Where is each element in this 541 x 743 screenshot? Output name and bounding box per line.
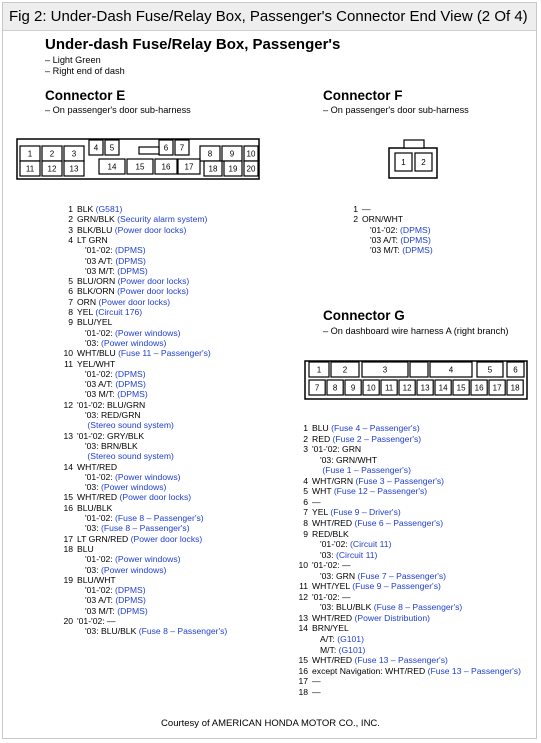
pin-label: 5 xyxy=(109,143,115,153)
circuit-reference: (Fuse 2 – Passenger's) xyxy=(332,433,422,444)
pin-number: 17 xyxy=(298,676,308,687)
circuit-reference: (DPMS) xyxy=(115,245,146,256)
pin-number: 19 xyxy=(63,574,73,585)
pin-row xyxy=(45,523,190,533)
pin-label: 9 xyxy=(350,383,356,393)
circuit-reference: (Fuse 9 – Driver's) xyxy=(330,507,401,518)
pin-label: 17 xyxy=(184,162,194,172)
wire-color: WHT/RED xyxy=(77,461,118,472)
circuit-reference: (Power Distribution) xyxy=(354,612,430,623)
pin-number: 15 xyxy=(298,655,308,666)
wire-color: '01-'02: xyxy=(85,245,113,256)
circuit-reference: (DPMS) xyxy=(115,255,146,266)
connector-g-diagram xyxy=(302,358,532,408)
pin-row xyxy=(45,245,146,255)
pin-number: 6 xyxy=(68,286,73,297)
pin-label: 17 xyxy=(492,383,502,393)
pin-number: 12 xyxy=(298,591,308,602)
pin-row xyxy=(45,256,146,266)
pin-row xyxy=(45,286,189,296)
pin-label: 13 xyxy=(420,383,430,393)
wire-color: BLU/YEL xyxy=(77,317,113,328)
wire-color: '01-'02: xyxy=(85,327,113,338)
circuit-reference: (Fuse 8 – Passenger's) xyxy=(373,602,463,613)
pin-row xyxy=(280,634,364,644)
pin-number: 1 xyxy=(353,204,358,214)
connector-f-latch xyxy=(404,140,424,148)
pin-row xyxy=(45,266,148,276)
pin-label: 12 xyxy=(47,164,57,174)
pin-number: 5 xyxy=(303,486,308,497)
pin-label: 3 xyxy=(382,365,388,375)
pin-row xyxy=(45,276,189,286)
pin-label: 1 xyxy=(401,158,406,167)
wire-color: BLU xyxy=(77,543,94,554)
circuit-reference: (DPMS) xyxy=(402,245,433,256)
pin-row xyxy=(330,225,431,235)
wire-color: RED xyxy=(312,433,331,444)
pin-label: 10 xyxy=(246,149,256,159)
pin-label: 14 xyxy=(107,162,117,172)
wire-color: '03 A/T: xyxy=(85,255,113,266)
pin-row xyxy=(45,235,108,245)
pin-row xyxy=(280,444,361,454)
circuit-reference: (Power windows) xyxy=(115,327,181,338)
circuit-reference: (Fuse 9 – Passenger's) xyxy=(352,581,441,592)
pin-row xyxy=(45,317,112,327)
pin-number: 3 xyxy=(303,444,308,455)
pin-row xyxy=(280,666,521,676)
pin-row xyxy=(45,482,166,492)
circuit-reference: (Fuse 7 – Passenger's) xyxy=(357,570,447,581)
pin-label: 1 xyxy=(316,365,322,375)
wire-color: YEL xyxy=(312,507,328,518)
pin-number: 6 xyxy=(303,496,308,507)
circuit-reference: (G101) xyxy=(338,644,366,655)
circuit-reference: (Power windows) xyxy=(100,564,167,575)
pin-row xyxy=(330,214,403,224)
pin-row xyxy=(45,595,146,605)
pin-row xyxy=(45,554,180,564)
pin-row xyxy=(330,235,431,245)
pin-label: 20 xyxy=(246,164,256,174)
wire-color: WHT/BLU xyxy=(77,348,116,359)
pin-row xyxy=(280,539,391,549)
pin-row xyxy=(280,613,430,623)
circuit-reference: (Power door locks) xyxy=(117,276,190,287)
wire-color: WHT/RED xyxy=(312,612,353,623)
pin-row xyxy=(45,441,138,451)
pin-label: 4 xyxy=(448,365,454,375)
pin-number: 8 xyxy=(303,517,308,528)
circuit-reference: (DPMS) xyxy=(115,595,146,606)
pin-row xyxy=(280,687,321,697)
pin-number: 17 xyxy=(63,533,73,544)
pin-label: 16 xyxy=(474,383,484,393)
wire-color: '01-'02: GRY/BLK xyxy=(77,430,145,441)
wire-color: '01-'02: — xyxy=(312,591,351,602)
pin-label: 12 xyxy=(402,383,412,393)
circuit-reference: (DPMS) xyxy=(117,389,148,400)
pin-row xyxy=(45,379,146,389)
pin-row xyxy=(280,592,351,602)
pin-row xyxy=(45,513,204,523)
pin-row xyxy=(280,434,421,444)
pin-row xyxy=(45,307,142,317)
wire-color: BLU/ORN xyxy=(77,276,116,287)
pin-row xyxy=(45,348,211,358)
connector-e-diagram xyxy=(14,135,264,185)
wire-color: '03 M/T: xyxy=(85,265,115,276)
wire-color: '01-'02: xyxy=(320,539,348,550)
pin-row xyxy=(280,560,351,570)
wire-color: BLK xyxy=(77,204,94,214)
pin-row xyxy=(280,476,444,486)
circuit-reference: (DPMS) xyxy=(117,605,148,616)
wire-color: BLU/WHT xyxy=(77,574,116,585)
circuit-reference: (Circuit 11) xyxy=(350,539,392,550)
pin-label: 6 xyxy=(163,143,169,153)
pin-row xyxy=(280,486,427,496)
circuit-reference: (Fuse 3 – Passenger's) xyxy=(355,475,445,486)
pin-row xyxy=(280,581,441,591)
pin-label: 8 xyxy=(207,149,213,159)
circuit-reference: (Power windows) xyxy=(115,554,181,565)
pin-number: 10 xyxy=(298,560,308,571)
pin-row xyxy=(280,497,321,507)
note-location: – Right end of dash xyxy=(45,66,125,76)
pin-row xyxy=(45,431,144,441)
wire-color: WHT/YEL xyxy=(312,581,350,592)
pin-row xyxy=(45,565,166,575)
pin-label: 11 xyxy=(384,383,394,393)
pin-row xyxy=(45,214,207,224)
pin-row xyxy=(280,455,377,465)
wire-color: '03 M/T: xyxy=(370,245,400,256)
circuit-reference: (Power door locks) xyxy=(114,224,187,235)
wire-color: GRN/BLK xyxy=(77,214,115,225)
circuit-reference: (Fuse 6 – Passenger's) xyxy=(354,517,444,528)
pin-label: 14 xyxy=(438,383,448,393)
pin-row xyxy=(45,359,115,369)
circuit-reference: (DPMS) xyxy=(400,224,431,235)
wire-color: '03: xyxy=(85,564,99,575)
pin-number: 2 xyxy=(68,214,73,225)
pin-number: 12 xyxy=(63,399,73,410)
pin-number: 8 xyxy=(68,307,73,317)
pin-label: 9 xyxy=(229,149,235,159)
pin-row xyxy=(45,410,141,420)
circuit-reference: (Fuse 1 – Passenger's) xyxy=(322,465,411,476)
pin-number: 9 xyxy=(303,528,308,539)
pin-label: 2 xyxy=(49,149,55,159)
circuit-reference: (Circuit 176) xyxy=(95,307,143,317)
pin-label: 2 xyxy=(342,365,348,375)
pin-row xyxy=(45,472,180,482)
pin-label: 7 xyxy=(179,143,185,153)
wire-color: '01-'02: — xyxy=(312,560,351,571)
pin-row xyxy=(45,626,227,636)
pin-number: 15 xyxy=(63,492,73,503)
connector-e-title: Connector E xyxy=(45,88,126,103)
pin-label: 15 xyxy=(135,162,145,172)
pin-label: 18 xyxy=(208,164,218,174)
pin-number: 5 xyxy=(68,276,73,287)
pin-row xyxy=(280,465,411,475)
pin-label: 16 xyxy=(161,162,171,172)
pin-row xyxy=(280,602,462,612)
wire-color: '03: xyxy=(85,523,99,534)
pin-row xyxy=(45,616,116,626)
pin-number: 2 xyxy=(303,433,308,444)
connector-f-title: Connector F xyxy=(323,88,403,103)
connector-e-key xyxy=(139,147,159,154)
circuit-reference: (Circuit 11) xyxy=(335,549,378,560)
pin-label: 10 xyxy=(366,383,376,393)
wire-color: ORN xyxy=(77,296,97,307)
pin-number: 11 xyxy=(64,358,73,369)
pin-label: 15 xyxy=(456,383,466,393)
pin-row xyxy=(280,645,365,655)
pin-row xyxy=(280,550,377,560)
pin-number: 7 xyxy=(68,296,73,307)
circuit-reference: (G581) xyxy=(95,204,123,214)
pin-row xyxy=(280,655,448,665)
pin-row xyxy=(330,204,371,214)
circuit-reference: (Fuse 4 – Passenger's) xyxy=(331,423,420,433)
wire-color: BLK/ORN xyxy=(77,286,115,297)
pin-row xyxy=(45,544,94,554)
circuit-reference: (G101) xyxy=(337,634,364,644)
pin-label: 3 xyxy=(71,149,77,159)
pin-number: 7 xyxy=(303,507,308,518)
pin-label: 8 xyxy=(332,383,338,393)
pin-row xyxy=(45,328,180,338)
courtesy-note: Courtesy of AMERICAN HONDA MOTOR CO., INC. xyxy=(161,718,380,729)
main-title: Under-dash Fuse/Relay Box, Passenger's xyxy=(45,36,341,53)
pin-row xyxy=(45,503,112,513)
wire-color: — xyxy=(312,496,321,507)
pin-row xyxy=(45,420,174,430)
wire-color: '03 M/T: xyxy=(85,389,115,400)
pin-row xyxy=(45,575,116,585)
pin-label: 18 xyxy=(510,383,520,393)
connector-e-subtitle: – On passenger's door sub-harness xyxy=(45,105,191,115)
circuit-reference: (Fuse 13 – Passenger's) xyxy=(427,665,521,676)
wire-color: '01-'02: GRN xyxy=(312,444,362,455)
pin-row xyxy=(45,338,166,348)
wire-color: BLU xyxy=(312,423,329,433)
pin-number: 14 xyxy=(63,461,73,472)
wire-color: — xyxy=(312,686,321,697)
circuit-reference: (DPMS) xyxy=(400,234,431,245)
circuit-reference: (Stereo sound system) xyxy=(87,451,174,462)
pin-number: 4 xyxy=(68,234,73,245)
circuit-reference: (DPMS) xyxy=(115,585,146,596)
connector-g-subtitle: – On dashboard wire harness A (right branch) xyxy=(323,326,509,336)
wire-color: YEL xyxy=(77,307,93,317)
pin-label: 7 xyxy=(314,383,320,393)
wire-color: '03: xyxy=(85,337,99,348)
pin-row xyxy=(280,507,401,517)
pin-label: 19 xyxy=(228,164,238,174)
pin-row xyxy=(45,585,146,595)
wire-color: WHT xyxy=(312,486,332,497)
wire-color: '03 A/T: xyxy=(85,595,113,606)
wire-color: BLK/BLU xyxy=(77,224,113,235)
pin-number: 1 xyxy=(68,204,73,214)
pin-row xyxy=(280,676,321,686)
circuit-reference: (Fuse 8 – Passenger's) xyxy=(138,626,228,637)
pin-row xyxy=(45,534,202,544)
pin-number: 16 xyxy=(298,665,308,676)
wire-color: '03: xyxy=(85,482,99,493)
connector-f-diagram xyxy=(385,135,445,185)
wire-color: '03: GRN xyxy=(320,570,356,581)
wire-color: '01-'02: BLU/GRN xyxy=(77,399,146,410)
circuit-reference: (DPMS) xyxy=(115,368,146,379)
pin-number: 14 xyxy=(298,623,308,634)
pin-number: 10 xyxy=(63,348,73,359)
wire-color: '03 A/T: xyxy=(370,234,398,245)
wire-color: '01-'02: xyxy=(85,554,113,565)
wire-color: LT GRN xyxy=(77,234,108,245)
wire-color: '01-'02: — xyxy=(77,616,116,626)
circuit-reference: (Power door locks) xyxy=(98,296,171,307)
circuit-reference: (DPMS) xyxy=(117,265,148,276)
wire-color: M/T: xyxy=(320,644,337,655)
pin-label: 5 xyxy=(487,365,493,375)
circuit-reference: (Security alarm system) xyxy=(117,214,208,225)
wire-color: '03: GRN/WHT xyxy=(320,454,378,465)
circuit-reference: (Power windows) xyxy=(115,471,181,482)
pin-row xyxy=(45,451,174,461)
wire-color: '03: BLU/BLK xyxy=(85,626,137,637)
wire-color: LT GRN/RED xyxy=(77,533,129,544)
pin-row xyxy=(45,400,145,410)
wire-color: — xyxy=(362,204,371,214)
wire-color: BLU/BLK xyxy=(77,502,113,513)
circuit-reference: (Fuse 8 – Passenger's) xyxy=(100,523,190,534)
pin-row xyxy=(45,225,186,235)
circuit-reference: (DPMS) xyxy=(115,379,146,390)
figure-title: Fig 2: Under-Dash Fuse/Relay Box, Passenger's Connector End View (2 Of 4) xyxy=(3,3,536,31)
pin-number: 11 xyxy=(299,581,308,592)
circuit-reference: (Power door locks) xyxy=(117,286,189,297)
wire-color: WHT/RED xyxy=(312,655,353,666)
circuit-reference: (Fuse 13 – Passenger's) xyxy=(354,655,448,666)
connector-g-title: Connector G xyxy=(323,308,405,323)
pin-number: 18 xyxy=(298,686,308,697)
pin-number: 20 xyxy=(63,616,73,626)
pin-row xyxy=(45,204,122,214)
wire-color: — xyxy=(312,676,321,687)
wire-color: YEL/WHT xyxy=(77,358,116,369)
pin-row xyxy=(45,297,170,307)
pin-row xyxy=(280,571,446,581)
circuit-reference: (Fuse 11 – Passenger's) xyxy=(118,348,211,359)
circuit-reference: (Fuse 12 – Passenger's) xyxy=(333,486,428,497)
circuit-reference: (Power windows) xyxy=(100,482,167,493)
pin-label: 4 xyxy=(93,143,99,153)
wire-color: '01-'02: xyxy=(85,513,113,523)
wire-color: ORN/WHT xyxy=(362,214,404,225)
circuit-reference: (Stereo sound system) xyxy=(87,420,174,431)
pin-label: 6 xyxy=(513,365,518,375)
wire-color: '01-'02: xyxy=(85,368,113,379)
wire-color: RED/BLK xyxy=(312,528,349,539)
pin-row xyxy=(280,623,349,633)
pin-row xyxy=(45,462,117,472)
wire-color: '03: BRN/BLK xyxy=(85,440,138,451)
wire-color: '03 M/T: xyxy=(85,605,115,616)
pin-label: 2 xyxy=(421,158,426,167)
circuit-reference: (Fuse 8 – Passenger's) xyxy=(115,513,204,523)
wire-color: '03: xyxy=(320,549,334,560)
circuit-reference: (Power windows) xyxy=(100,337,167,348)
wire-color: WHT/RED xyxy=(312,517,353,528)
wire-color: '01-'02: xyxy=(370,224,398,235)
wire-color: except Navigation: WHT/RED xyxy=(312,665,426,676)
note-color: – Light Green xyxy=(45,55,101,65)
connector-g-key xyxy=(410,362,428,377)
pin-number: 9 xyxy=(68,317,73,328)
pin-row xyxy=(280,529,349,539)
pin-number: 18 xyxy=(63,543,73,554)
pin-number: 16 xyxy=(63,502,73,513)
circuit-reference: (Power door locks) xyxy=(130,533,203,544)
wire-color: WHT/GRN xyxy=(312,475,354,486)
pin-number: 4 xyxy=(303,475,308,486)
pin-label: 1 xyxy=(27,149,33,159)
pin-row xyxy=(280,423,420,433)
wire-color: '03 A/T: xyxy=(85,379,113,390)
pin-row xyxy=(45,606,148,616)
wire-color: WHT/RED xyxy=(77,492,118,503)
pin-number: 13 xyxy=(63,430,73,441)
wire-color: '03: BLU/BLK xyxy=(320,602,372,613)
pin-row xyxy=(45,369,146,379)
wire-color: '01-'02: xyxy=(85,585,113,596)
wire-color: '03: RED/GRN xyxy=(85,410,141,420)
pin-label: 11 xyxy=(25,164,35,174)
pin-label: 13 xyxy=(69,164,79,174)
connector-f-subtitle: – On passenger's door sub-harness xyxy=(323,105,469,115)
pin-row xyxy=(45,492,191,502)
circuit-reference: (Power door locks) xyxy=(119,492,192,503)
pin-number: 3 xyxy=(68,224,73,235)
wire-color: A/T: xyxy=(320,634,335,644)
wire-color: BRN/YEL xyxy=(312,623,349,634)
pin-row xyxy=(330,245,433,255)
pin-number: 2 xyxy=(353,214,358,225)
wire-color: '01-'02: xyxy=(85,471,113,482)
pin-row xyxy=(280,518,443,528)
pin-number: 13 xyxy=(298,612,308,623)
pin-number: 1 xyxy=(303,423,308,433)
pin-row xyxy=(45,389,148,399)
